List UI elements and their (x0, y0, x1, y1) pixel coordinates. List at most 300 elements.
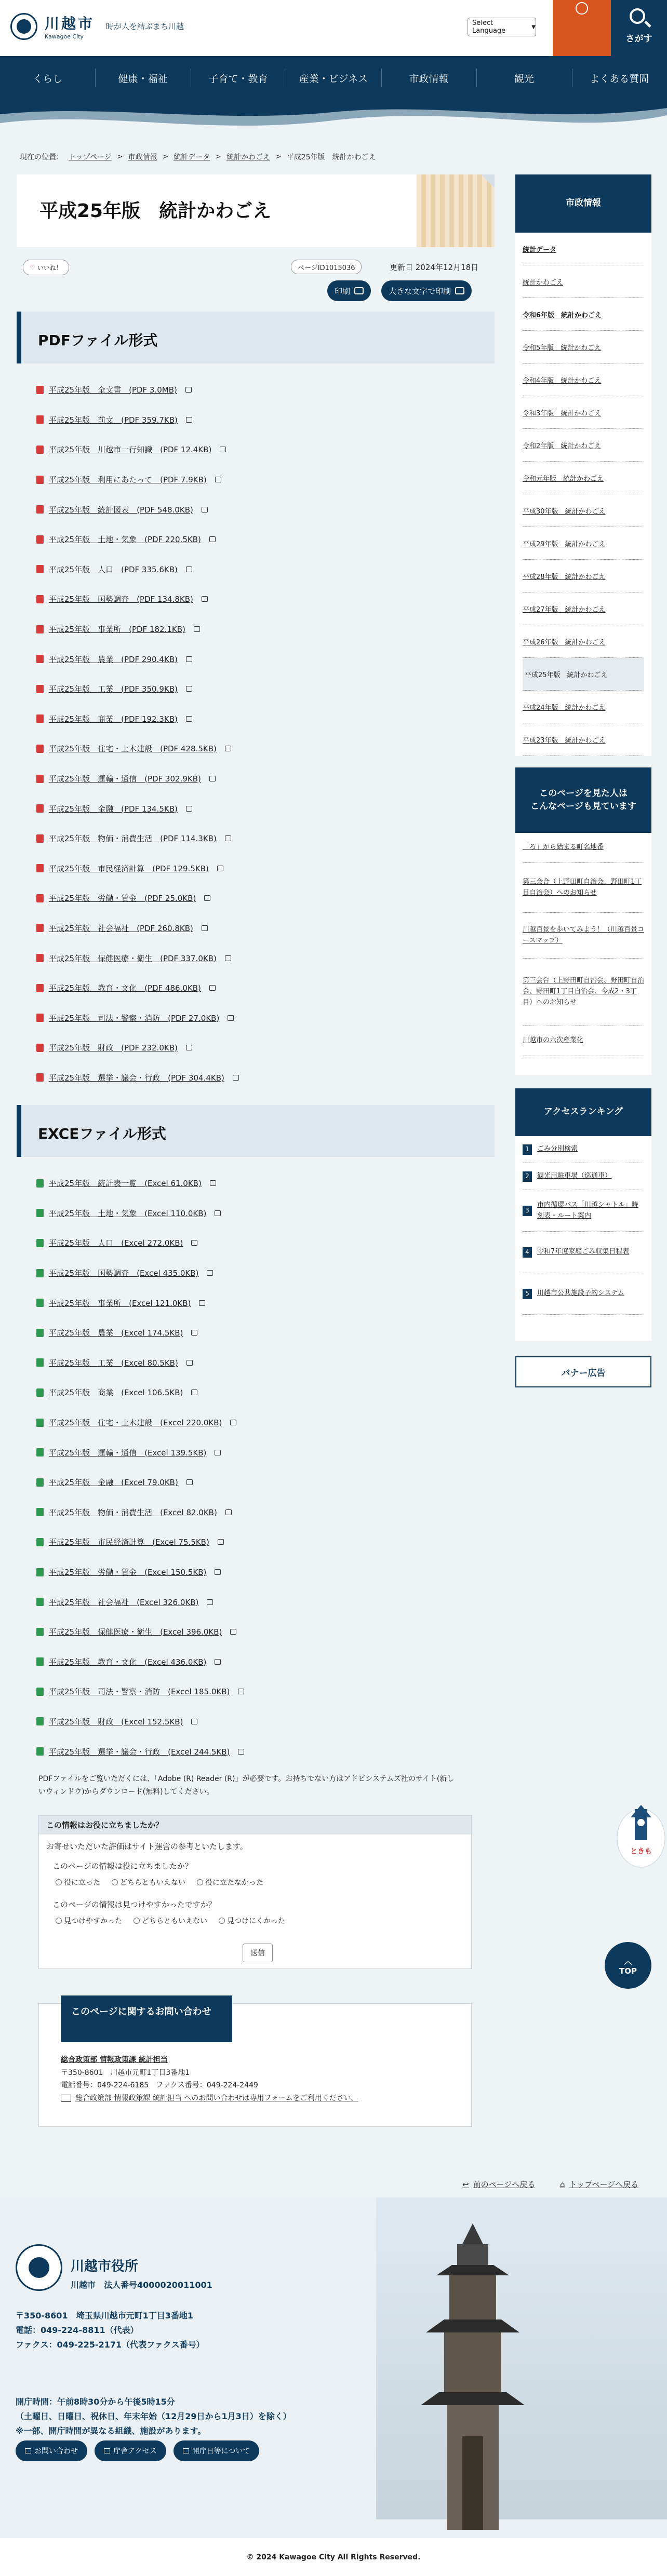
pdf-file-icon (36, 954, 44, 962)
external-window-icon (191, 1240, 197, 1246)
also-viewed-heading: このページを見た人は こんなページも見ています (515, 767, 651, 833)
xls-file-link[interactable]: 平成25年版 事業所 (Excel 121.0KB) (49, 1298, 191, 1308)
pdf-file-item (36, 465, 239, 495)
sidebar-heading: 市政情報 (515, 174, 651, 233)
updated-date: 更新日 2024年12月18日 (390, 263, 479, 272)
back-arrow-icon: ↩ (462, 2179, 469, 2189)
printer-icon (455, 287, 464, 294)
external-window-icon (215, 1659, 221, 1665)
chevron-up-icon: ︿ (624, 1956, 632, 1966)
pdf-file-item (36, 614, 239, 644)
xls-file-item (36, 1288, 244, 1318)
excel-section-heading: EXCEファイル形式 (17, 1105, 495, 1157)
external-window-icon (209, 776, 216, 781)
ranking-item[interactable]: 4 令和7年度家庭ごみ収集日程表 (523, 1232, 644, 1273)
sidebar-item[interactable]: 平成28年版 統計かわごえ (523, 560, 644, 592)
xls-file-item (36, 1318, 244, 1348)
catchphrase: 時が人を結ぶまち川越 (106, 22, 184, 31)
pdf-file-link[interactable]: 平成25年版 労働・賃金 (PDF 25.0KB) (49, 894, 196, 903)
breadcrumb: 現在の位置： トップページ > 市政情報 > 統計データ > 統計かわごえ > 平成25年版 統計かわごえ (20, 153, 376, 161)
nav-item-faq[interactable]: よくある質問 (572, 56, 667, 100)
ranking-item[interactable]: 2 観光用駐車場（巡通車） (523, 1163, 644, 1190)
external-window-icon (186, 686, 192, 692)
pdf-file-item (36, 704, 239, 734)
external-window-icon (215, 477, 221, 482)
sidebar-city-info (515, 174, 651, 756)
xls-file-link[interactable]: 平成25年版 労働・賃金 (Excel 150.5KB) (49, 1568, 207, 1577)
pdf-file-item (36, 883, 239, 913)
pdf-file-link[interactable]: 平成25年版 川越市一行知識 (PDF 12.4KB) (49, 445, 212, 455)
excel-file-icon (36, 1538, 44, 1546)
xls-file-item (36, 1736, 244, 1766)
search-button[interactable]: さがす (611, 0, 667, 56)
pdf-file-icon (36, 894, 44, 902)
pdf-file-item (36, 854, 239, 884)
ranking-heading: アクセスランキング (515, 1088, 651, 1136)
pdf-file-link[interactable]: 平成25年版 統計図表 (PDF 548.0KB) (49, 505, 193, 515)
external-window-icon (202, 507, 208, 512)
xls-file-item (36, 1258, 244, 1288)
sidebar-item[interactable]: 平成25年版 統計かわごえ (523, 658, 644, 691)
pdf-file-icon (36, 685, 44, 693)
survey-question-2: このページの情報は見つけやすかったですか？ (52, 1900, 216, 1909)
contact-phone: 電話番号：049-224-6185 ファクス番号：049-224-2449 (61, 2081, 258, 2089)
footer-access-button[interactable]: 庁舎アクセス (95, 2440, 166, 2461)
external-window-icon (238, 1689, 244, 1694)
excel-file-icon (36, 1299, 44, 1307)
xls-file-link[interactable]: 平成25年版 工業 (Excel 80.5KB) (49, 1358, 178, 1368)
pdf-file-icon (36, 745, 44, 753)
xls-file-link[interactable]: 平成25年版 人口 (Excel 272.0KB) (49, 1238, 183, 1248)
xls-file-item (36, 1198, 244, 1229)
pdf-file-item (36, 375, 239, 405)
nav-item-city-info[interactable]: 市政情報 (381, 56, 476, 100)
sidebar-item[interactable]: 令和3年版 統計かわごえ (523, 396, 644, 429)
pdf-file-item (36, 435, 239, 465)
also-viewed-item[interactable]: 川越市の六次産業化 (523, 1026, 644, 1056)
external-window-icon (186, 417, 192, 423)
sidebar-item[interactable]: 平成29年版 統計かわごえ (523, 527, 644, 560)
pdf-file-icon (36, 446, 44, 454)
survey-q1-option[interactable]: 役に立った (56, 1877, 100, 1887)
external-window-icon (186, 806, 192, 812)
pdf-file-link[interactable]: 平成25年版 財政 (PDF 232.0KB) (49, 1043, 178, 1053)
external-window-icon (204, 895, 210, 901)
external-window-icon (186, 656, 192, 662)
sidebar-item[interactable]: 平成26年版 統計かわごえ (523, 625, 644, 658)
ranking-item[interactable]: 3 市内循環バス「川越シャトル」時刻表・ルート案内 (523, 1190, 644, 1232)
xls-file-item (36, 1557, 244, 1587)
pdf-file-item (36, 913, 239, 943)
external-window-icon (210, 1180, 216, 1186)
xls-file-link[interactable]: 平成25年版 財政 (Excel 152.5KB) (49, 1717, 183, 1727)
rank-number: 3 (523, 1206, 532, 1216)
xls-file-item (36, 1617, 244, 1647)
external-window-icon (230, 1629, 236, 1635)
excel-file-icon (36, 1717, 44, 1725)
pdf-file-link[interactable]: 平成25年版 前文 (PDF 359.7KB) (49, 415, 178, 425)
search-icon (630, 8, 645, 24)
external-window-icon (225, 955, 231, 961)
pdf-file-link[interactable]: 平成25年版 司法・警察・消防 (PDF 27.0KB) (49, 1013, 220, 1023)
also-viewed-list (515, 833, 651, 1056)
rank-number: 5 (523, 1289, 532, 1299)
pdf-file-item (36, 1003, 239, 1033)
external-window-icon (225, 1509, 232, 1515)
external-window-icon (233, 1075, 239, 1081)
pdf-file-link[interactable]: 平成25年版 工業 (PDF 350.9KB) (49, 684, 178, 694)
xls-file-link[interactable]: 平成25年版 市民経済計算 (Excel 75.5KB) (49, 1537, 209, 1547)
pdf-file-link[interactable]: 平成25年版 国勢調査 (PDF 134.8KB) (49, 595, 193, 604)
ranking-list (515, 1136, 651, 1315)
page-title: 平成25年版 統計かわごえ (39, 200, 272, 222)
external-window-icon (191, 1390, 197, 1395)
pdf-file-icon (36, 775, 44, 783)
external-window-icon (191, 1719, 197, 1724)
rank-number: 4 (523, 1247, 532, 1258)
xls-file-link[interactable]: 平成25年版 物価・消費生活 (Excel 82.0KB) (49, 1507, 217, 1517)
sidebar-item[interactable]: 平成23年版 統計かわごえ (523, 723, 644, 756)
external-window-icon (217, 866, 223, 871)
pdf-file-list (36, 375, 239, 1093)
external-window-icon (215, 1569, 221, 1575)
breadcrumb-top[interactable]: トップページ (69, 153, 112, 161)
pdf-file-item (36, 1033, 239, 1063)
xls-file-item (36, 1378, 244, 1408)
title-decoration (417, 174, 495, 247)
external-window-icon (191, 1330, 197, 1336)
site-logo[interactable] (10, 12, 184, 40)
pdf-file-icon (36, 984, 44, 992)
pdf-file-icon (36, 386, 44, 394)
external-window-icon (186, 1360, 193, 1366)
sidebar-item[interactable]: 令和4年版 統計かわごえ (523, 363, 644, 396)
xls-file-item (36, 1467, 244, 1498)
survey-title: この情報はお役に立ちましたか？ (39, 1816, 471, 1835)
external-window-icon (220, 447, 226, 452)
xls-file-item (36, 1677, 244, 1707)
excel-file-icon (36, 1209, 44, 1217)
sidebar-item[interactable]: 平成27年版 統計かわごえ (523, 592, 644, 625)
xls-file-link[interactable]: 平成25年版 住宅・土木建設 (Excel 220.0KB) (49, 1418, 222, 1428)
external-window-icon (194, 626, 200, 632)
mascot-tokimo-icon[interactable] (615, 1802, 667, 1869)
external-window-icon (207, 1599, 213, 1605)
pdf-file-item (36, 734, 239, 764)
footer-address: 〒350-8601 埼玉県川越市元町1丁目3番地1 (16, 2311, 193, 2321)
survey-options-2 (56, 1916, 285, 1926)
also-viewed-box (515, 767, 651, 1075)
map-pin-icon (104, 2448, 110, 2453)
pdf-file-icon (36, 476, 44, 484)
xls-file-link[interactable]: 平成25年版 司法・警察・消防 (Excel 185.0KB) (49, 1687, 230, 1697)
excel-file-icon (36, 1688, 44, 1696)
contact-address: 〒350-8601 川越市元町1丁目3番地1 (61, 2068, 190, 2077)
pdf-file-item (36, 555, 239, 585)
sidebar-list (515, 233, 651, 756)
survey-submit-button[interactable]: 送信 (243, 1944, 273, 1962)
survey-q2-option[interactable]: 見つけにくかった (219, 1916, 285, 1926)
page-title-box (17, 174, 495, 247)
external-window-icon (218, 1539, 224, 1545)
pdf-file-item (36, 524, 239, 555)
xls-file-item (36, 1228, 244, 1258)
pdf-file-link[interactable]: 平成25年版 事業所 (PDF 182.1KB) (49, 625, 185, 635)
footer-closed-days: （土曜日、日曜日、祝休日、年末年始（12月29日から1月3日）を除く） (16, 2411, 291, 2421)
pdf-file-item (36, 644, 239, 674)
nav-item-kurashi[interactable]: くらし (33, 73, 63, 85)
pdf-file-item (36, 764, 239, 794)
contact-form-link[interactable]: 総合政策部 情報政策課 統計担当 へのお問い合わせは専用フォームをご利用ください。 (61, 2092, 456, 2105)
survey-q1-option[interactable]: どちらともいえない (112, 1877, 185, 1887)
excel-file-icon (36, 1358, 44, 1367)
external-window-icon (228, 1015, 234, 1021)
external-window-icon (230, 1420, 236, 1425)
pdf-file-icon (36, 1073, 44, 1082)
xls-file-item (36, 1527, 244, 1557)
mail-icon (25, 2448, 31, 2453)
xls-file-link[interactable]: 平成25年版 国勢調査 (Excel 435.0KB) (49, 1269, 199, 1278)
xls-file-link[interactable]: 平成25年版 金融 (Excel 79.0KB) (49, 1478, 178, 1488)
xls-file-link[interactable]: 平成25年版 教育・文化 (Excel 436.0KB) (49, 1657, 207, 1667)
breadcrumb-current: 平成25年版 統計かわごえ (286, 153, 376, 161)
city-emblem-icon (10, 13, 37, 40)
pdf-file-link[interactable]: 平成25年版 選挙・議会・行政 (PDF 304.4KB) (49, 1073, 224, 1083)
footer-buttons (16, 2440, 259, 2461)
breadcrumb-stats-kawagoe[interactable]: 統計かわごえ (226, 153, 270, 161)
excel-file-icon (36, 1568, 44, 1576)
xls-file-link[interactable]: 平成25年版 選挙・議会・行政 (Excel 244.5KB) (49, 1747, 230, 1757)
contact-heading: このページに関するお問い合わせ (61, 1995, 232, 2042)
external-window-icon (185, 387, 192, 393)
footer-contact-button[interactable]: お問い合わせ (16, 2440, 87, 2461)
back-to-top-button[interactable]: ︿ TOP (605, 1942, 651, 1989)
xls-file-item (36, 1587, 244, 1617)
footer-corp-number: 川越市 法人番号4000020011001 (71, 2280, 212, 2290)
radio-icon (134, 1918, 140, 1924)
radio-icon (219, 1918, 225, 1924)
sidebar-item[interactable]: 平成24年版 統計かわごえ (523, 691, 644, 723)
logo-name: 川越市 (45, 15, 95, 32)
survey-q1-option[interactable]: 役に立たなかった (197, 1877, 263, 1887)
header-wave-decoration (0, 100, 667, 136)
also-viewed-item[interactable]: 第三会合（上野田町自治会、野田町自治会、野田町1丁目自治会、今成2・3丁目）へのお知らせ (523, 959, 644, 1026)
excel-file-icon (36, 1628, 44, 1636)
external-window-icon (186, 1045, 192, 1050)
pdf-file-icon (36, 415, 44, 424)
nav-item-business[interactable]: 産業・ビジネス (286, 56, 381, 100)
pdf-file-link[interactable]: 平成25年版 商業 (PDF 192.3KB) (49, 714, 178, 724)
external-window-icon (238, 1749, 244, 1755)
xls-file-item (36, 1437, 244, 1467)
pdf-file-item (36, 943, 239, 973)
external-window-icon (202, 596, 208, 602)
adobe-reader-note: PDFファイルをご覧いただくには、「Adobe (R) Reader (R)」が必要です。お持ちでない方はアドビシステムズ社のサイト(新しいウィンドウ)からダウンロード(無料)してください。 (38, 1775, 455, 1797)
pdf-file-item (36, 494, 239, 524)
pdf-file-icon (36, 804, 44, 813)
external-window-icon (207, 1270, 213, 1276)
also-viewed-item[interactable]: 第三会合（上野田町自治会、野田町1丁目自治会）へのお知らせ (523, 863, 644, 913)
accessibility-tools[interactable] (553, 0, 611, 56)
pdf-file-link[interactable]: 平成25年版 全文書 (PDF 3.0MB) (49, 385, 177, 395)
xls-file-link[interactable]: 平成25年版 保健医療・衛生 (Excel 396.0KB) (49, 1627, 222, 1637)
pdf-file-icon (36, 1014, 44, 1022)
nav-item-health[interactable]: 健康・福祉 (95, 56, 190, 100)
back-link[interactable]: ↩ 前のページへ戻る (462, 2179, 536, 2189)
external-window-icon (186, 716, 192, 722)
footer-fax: ファクス：049-225-2171（代表ファクス番号） (16, 2340, 205, 2350)
excel-file-icon (36, 1179, 44, 1188)
ranking-box (515, 1088, 651, 1341)
logo-roman: Kawagoe City (45, 33, 84, 40)
top-page-link[interactable]: ⌂ トップページへ戻る (560, 2179, 639, 2189)
pdf-file-icon (36, 1044, 44, 1052)
survey-q2-option[interactable]: 見つけやすかった (56, 1916, 122, 1926)
excel-file-icon (36, 1747, 44, 1756)
pdf-file-link[interactable]: 平成25年版 物価・消費生活 (PDF 114.3KB) (49, 834, 217, 844)
sidebar-item[interactable]: 令和5年版 統計かわごえ (523, 331, 644, 363)
footer-note: ※一部、開庁時間が異なる組織、施設があります。 (16, 2426, 206, 2436)
page-id-badge: ページID1015036 (291, 260, 362, 274)
sidebar-item[interactable]: 令和2年版 統計かわごえ (523, 429, 644, 462)
ranking-item[interactable]: 5 川越市公共施設予約システム (523, 1273, 644, 1315)
footer-open-days-button[interactable]: 開庁日等について (174, 2440, 260, 2461)
external-window-icon (209, 985, 216, 991)
pdf-file-item (36, 1063, 239, 1093)
print-large-button[interactable]: 大きな文字で印刷 (381, 280, 472, 301)
accessibility-icon (576, 2, 588, 15)
xls-file-link[interactable]: 平成25年版 土地・気象 (Excel 110.0KB) (49, 1208, 207, 1218)
pdf-file-item (36, 824, 239, 854)
sidebar-item[interactable]: 平成30年版 統計かわごえ (523, 494, 644, 527)
pdf-file-link[interactable]: 平成25年版 住宅・土木建設 (PDF 428.5KB) (49, 744, 217, 754)
pdf-file-icon (36, 505, 44, 514)
pdf-file-link[interactable]: 平成25年版 利用にあたって (PDF 7.9KB) (49, 475, 207, 485)
xls-file-item (36, 1707, 244, 1737)
external-window-icon (209, 536, 216, 542)
excel-file-icon (36, 1419, 44, 1427)
like-button[interactable]: ♡ いいね！ (23, 260, 69, 275)
excel-file-icon (36, 1448, 44, 1456)
xls-file-link[interactable]: 平成25年版 運輸・通信 (Excel 139.5KB) (49, 1448, 207, 1458)
mail-icon (61, 2095, 71, 2102)
pdf-file-link[interactable]: 平成25年版 運輸・通信 (PDF 302.9KB) (49, 774, 201, 784)
nav-item-childcare[interactable]: 子育て・教育 (191, 56, 286, 100)
survey-question-1: このページの情報は役に立ちましたか？ (52, 1862, 193, 1871)
external-window-icon (225, 835, 231, 841)
xls-file-item (36, 1168, 244, 1198)
printer-icon (354, 287, 364, 294)
home-icon: ⌂ (560, 2179, 565, 2189)
excel-file-icon (36, 1269, 44, 1277)
xls-file-item (36, 1647, 244, 1677)
pdf-file-icon (36, 834, 44, 843)
survey-intro: お寄せいただいた評価はサイト運営の参考といたします。 (46, 1842, 248, 1851)
sidebar-item[interactable]: 令和元年版 統計かわごえ (523, 462, 644, 494)
xls-file-link[interactable]: 平成25年版 統計表一覧 (Excel 61.0KB) (49, 1179, 202, 1189)
radio-icon (112, 1879, 118, 1885)
survey-options-1 (56, 1877, 263, 1887)
xls-file-item (36, 1408, 244, 1438)
pdf-file-link[interactable]: 平成25年版 人口 (PDF 335.6KB) (49, 564, 178, 574)
calendar-icon (183, 2448, 189, 2453)
footer-org-name: 川越市役所 (71, 2259, 139, 2274)
xls-file-link[interactable]: 平成25年版 農業 (Excel 174.5KB) (49, 1328, 183, 1338)
external-window-icon (202, 925, 208, 931)
excel-file-icon (36, 1388, 44, 1397)
site-footer (0, 2197, 667, 2576)
survey-q2-option[interactable]: どちらともいえない (134, 1916, 207, 1926)
pdf-file-icon (36, 924, 44, 932)
breadcrumb-city-info[interactable]: 市政情報 (128, 153, 157, 161)
breadcrumb-stats[interactable]: 統計データ (174, 153, 210, 161)
external-window-icon (186, 567, 192, 572)
pdf-file-icon (36, 655, 44, 663)
sidebar-item[interactable]: 統計データ (523, 233, 644, 265)
sidebar-item[interactable]: 令和6年版 統計かわごえ (523, 298, 644, 331)
pdf-file-icon (36, 595, 44, 603)
xls-file-link[interactable]: 平成25年版 商業 (Excel 106.5KB) (49, 1388, 183, 1398)
external-window-icon (215, 1210, 221, 1216)
pdf-file-icon (36, 714, 44, 723)
footer-hours: 開庁時間：午前8時30分から午後5時15分 (16, 2397, 175, 2407)
svg-text:ときも: ときも (630, 1847, 652, 1856)
xls-file-item (36, 1348, 244, 1378)
radio-icon (56, 1918, 62, 1924)
bell-tower-image (395, 2218, 551, 2530)
pdf-file-link[interactable]: 平成25年版 保健医療・衛生 (PDF 337.0KB) (49, 953, 217, 963)
footer-phone: 電話：049-224-8811（代表） (16, 2325, 139, 2335)
language-select[interactable]: Select Language ▼ (468, 18, 536, 36)
pdf-file-link[interactable]: 平成25年版 社会福祉 (PDF 260.8KB) (49, 923, 193, 933)
pdf-file-item (36, 793, 239, 824)
pdf-file-link[interactable]: 平成25年版 農業 (PDF 290.4KB) (49, 654, 178, 664)
pdf-file-icon (36, 565, 44, 573)
feedback-survey (38, 1815, 472, 1969)
xls-file-link[interactable]: 平成25年版 社会福祉 (Excel 326.0KB) (49, 1597, 199, 1607)
xls-file-item (36, 1498, 244, 1528)
nav-item-tourism[interactable]: 観光 (476, 56, 571, 100)
banner-ad-button[interactable]: バナー広告 (515, 1356, 651, 1387)
footer-emblem-icon (16, 2244, 62, 2291)
also-viewed-item[interactable]: 「ろ」から始まる町名地番 (523, 833, 644, 863)
pdf-file-link[interactable]: 平成25年版 市民経済計算 (PDF 129.5KB) (49, 864, 209, 873)
pdf-file-link[interactable]: 平成25年版 教育・文化 (PDF 486.0KB) (49, 983, 201, 993)
external-window-icon (215, 1450, 221, 1455)
pdf-file-item (36, 674, 239, 704)
rank-number: 2 (523, 1171, 532, 1182)
radio-icon (56, 1879, 62, 1885)
pdf-file-item (36, 973, 239, 1003)
ranking-item[interactable]: 1 ごみ分別検索 (523, 1136, 644, 1163)
pdf-section-heading: PDFファイル形式 (17, 312, 495, 363)
print-button[interactable]: 印刷 (327, 280, 371, 301)
chevron-down-icon: ▼ (531, 24, 536, 30)
pdf-file-link[interactable]: 平成25年版 土地・気象 (PDF 220.5KB) (49, 535, 201, 545)
sidebar-item[interactable]: 統計かわごえ (523, 265, 644, 298)
also-viewed-item[interactable]: 川越百景を歩いてみよう！（川越百景コースマップ） (523, 913, 644, 959)
pdf-file-link[interactable]: 平成25年版 金融 (PDF 134.5KB) (49, 804, 178, 814)
site-header (0, 0, 667, 56)
excel-file-list (36, 1168, 244, 1766)
excel-file-icon (36, 1508, 44, 1516)
pdf-file-icon (36, 535, 44, 544)
excel-file-icon (36, 1598, 44, 1606)
contact-dept[interactable]: 総合政策部 情報政策課 統計担当 (61, 2056, 168, 2064)
pdf-file-icon (36, 625, 44, 633)
excel-file-icon (36, 1239, 44, 1247)
radio-icon (197, 1879, 203, 1885)
